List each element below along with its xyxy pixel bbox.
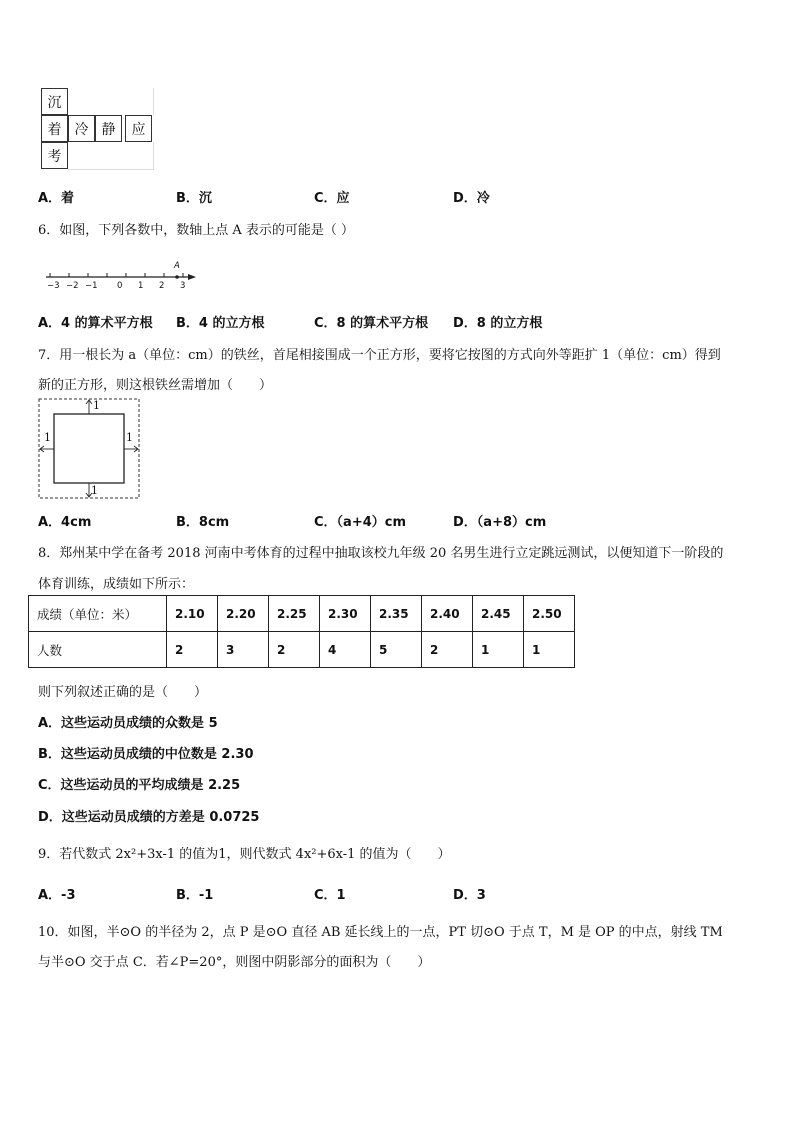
square-svg bbox=[38, 398, 142, 500]
axis-label-3: 3 bbox=[180, 281, 186, 291]
axis-label-1: 1 bbox=[138, 281, 144, 291]
q5-option-a: A．着 bbox=[38, 191, 75, 206]
net-cell-5: 应 bbox=[125, 115, 152, 142]
table-cell: 2.10 bbox=[167, 596, 218, 632]
q6-option-d: D．8 的立方根 bbox=[453, 316, 543, 331]
q9-option-a: A．-3 bbox=[38, 888, 76, 903]
table-cell: 2.40 bbox=[422, 596, 473, 632]
table-cell: 2.35 bbox=[371, 596, 422, 632]
q6-stem: 6．如图，下列各数中，数轴上点 A 表示的可能是（ ） bbox=[38, 223, 355, 238]
table-cell: 2 bbox=[422, 632, 473, 668]
table-cell: 3 bbox=[218, 632, 269, 668]
expand-label-bottom: 1 bbox=[91, 484, 98, 497]
table-cell: 2 bbox=[269, 632, 320, 668]
table-cell: 2.20 bbox=[218, 596, 269, 632]
net-cell-4: 静 bbox=[95, 115, 122, 142]
table-cell: 2.25 bbox=[269, 596, 320, 632]
axis-label-2: 2 bbox=[159, 281, 165, 291]
q5-option-d: D．冷 bbox=[453, 191, 490, 206]
table-cell: 2.45 bbox=[473, 596, 524, 632]
q9-option-b: B．-1 bbox=[176, 888, 214, 903]
net-cell-1: 沉 bbox=[41, 88, 68, 115]
expand-label-left: 1 bbox=[44, 431, 51, 444]
q7-stem-line1: 7．用一根长为 a（单位：cm）的铁丝，首尾相接围成一个正方形，要将它按图的方式向外等距扩 1（单位：cm）得到 bbox=[38, 348, 721, 363]
table-cell: 5 bbox=[371, 632, 422, 668]
net-cell-2: 着 bbox=[41, 115, 68, 142]
axis-label-0: 0 bbox=[117, 281, 123, 291]
q8-option-b: B．这些运动员成绩的中位数是 2.30 bbox=[38, 747, 254, 762]
q6-option-c: C．8 的算术平方根 bbox=[314, 316, 429, 331]
net-cell-3: 冷 bbox=[68, 115, 95, 142]
q6-option-b: B．4 的立方根 bbox=[176, 316, 265, 331]
axis-label-neg2: −2 bbox=[66, 281, 79, 291]
q5-option-c: C．应 bbox=[314, 191, 350, 206]
q8-stem-line2: 体育训练，成绩如下所示： bbox=[38, 577, 195, 592]
net-faint-border bbox=[68, 88, 154, 115]
q6-option-a: A．4 的算术平方根 bbox=[38, 316, 153, 331]
q5-option-b: B．沉 bbox=[176, 191, 212, 206]
q8-option-a: A．这些运动员成绩的众数是 5 bbox=[38, 716, 218, 731]
q7-option-a: A．4cm bbox=[38, 515, 92, 530]
q9-option-c: C．1 bbox=[314, 888, 346, 903]
score-table bbox=[28, 595, 575, 668]
expand-label-top: 1 bbox=[93, 399, 100, 412]
q7-stem-line2: 新的正方形，则这根铁丝需增加（ ） bbox=[38, 378, 273, 393]
table-cell: 1 bbox=[473, 632, 524, 668]
q8-stem-line1: 8．郑州某中学在备考 2018 河南中考体育的过程中抽取该校九年级 20 名男生进行立定跳远测试，以便知道下一阶段的 bbox=[38, 546, 724, 561]
expand-label-right: 1 bbox=[126, 431, 133, 444]
table-row bbox=[29, 632, 575, 668]
table-header-score: 成绩（单位：米） bbox=[29, 596, 167, 632]
q7-option-d: D．（a+8）cm bbox=[453, 515, 547, 530]
table-cell: 2.50 bbox=[524, 596, 575, 632]
q8-question: 则下列叙述正确的是（ ） bbox=[38, 685, 208, 700]
q10-stem-line2: 与半⊙O 交于点 C．若∠P=20°，则图中阴影部分的面积为（ ） bbox=[38, 955, 431, 970]
net-faint-border-bottom bbox=[68, 142, 154, 170]
net-cell-6: 考 bbox=[41, 142, 68, 169]
point-a-label: A bbox=[174, 261, 180, 271]
table-cell: 2.30 bbox=[320, 596, 371, 632]
axis-label-neg1: −1 bbox=[85, 281, 98, 291]
q7-option-b: B．8cm bbox=[176, 515, 230, 530]
axis-label-neg3: −3 bbox=[47, 281, 60, 291]
table-cell: 2 bbox=[167, 632, 218, 668]
table-cell: 4 bbox=[320, 632, 371, 668]
q10-stem-line1: 10．如图，半⊙O 的半径为 2，点 P 是⊙O 直径 AB 延长线上的一点，PT 切⊙O 于点 T，M 是 OP 的中点，射线 TM bbox=[38, 925, 723, 940]
q7-option-c: C．（a+4）cm bbox=[314, 515, 407, 530]
table-header-count: 人数 bbox=[29, 632, 167, 668]
q8-option-d: D．这些运动员成绩的方差是 0.0725 bbox=[38, 810, 260, 825]
table-row bbox=[29, 596, 575, 632]
q9-stem: 9．若代数式 2x²+3x-1 的值为1，则代数式 4x²+6x-1 的值为（ ） bbox=[38, 847, 451, 862]
table-cell: 1 bbox=[524, 632, 575, 668]
q8-option-c: C．这些运动员的平均成绩是 2.25 bbox=[38, 778, 241, 793]
q9-option-d: D．3 bbox=[453, 888, 486, 903]
